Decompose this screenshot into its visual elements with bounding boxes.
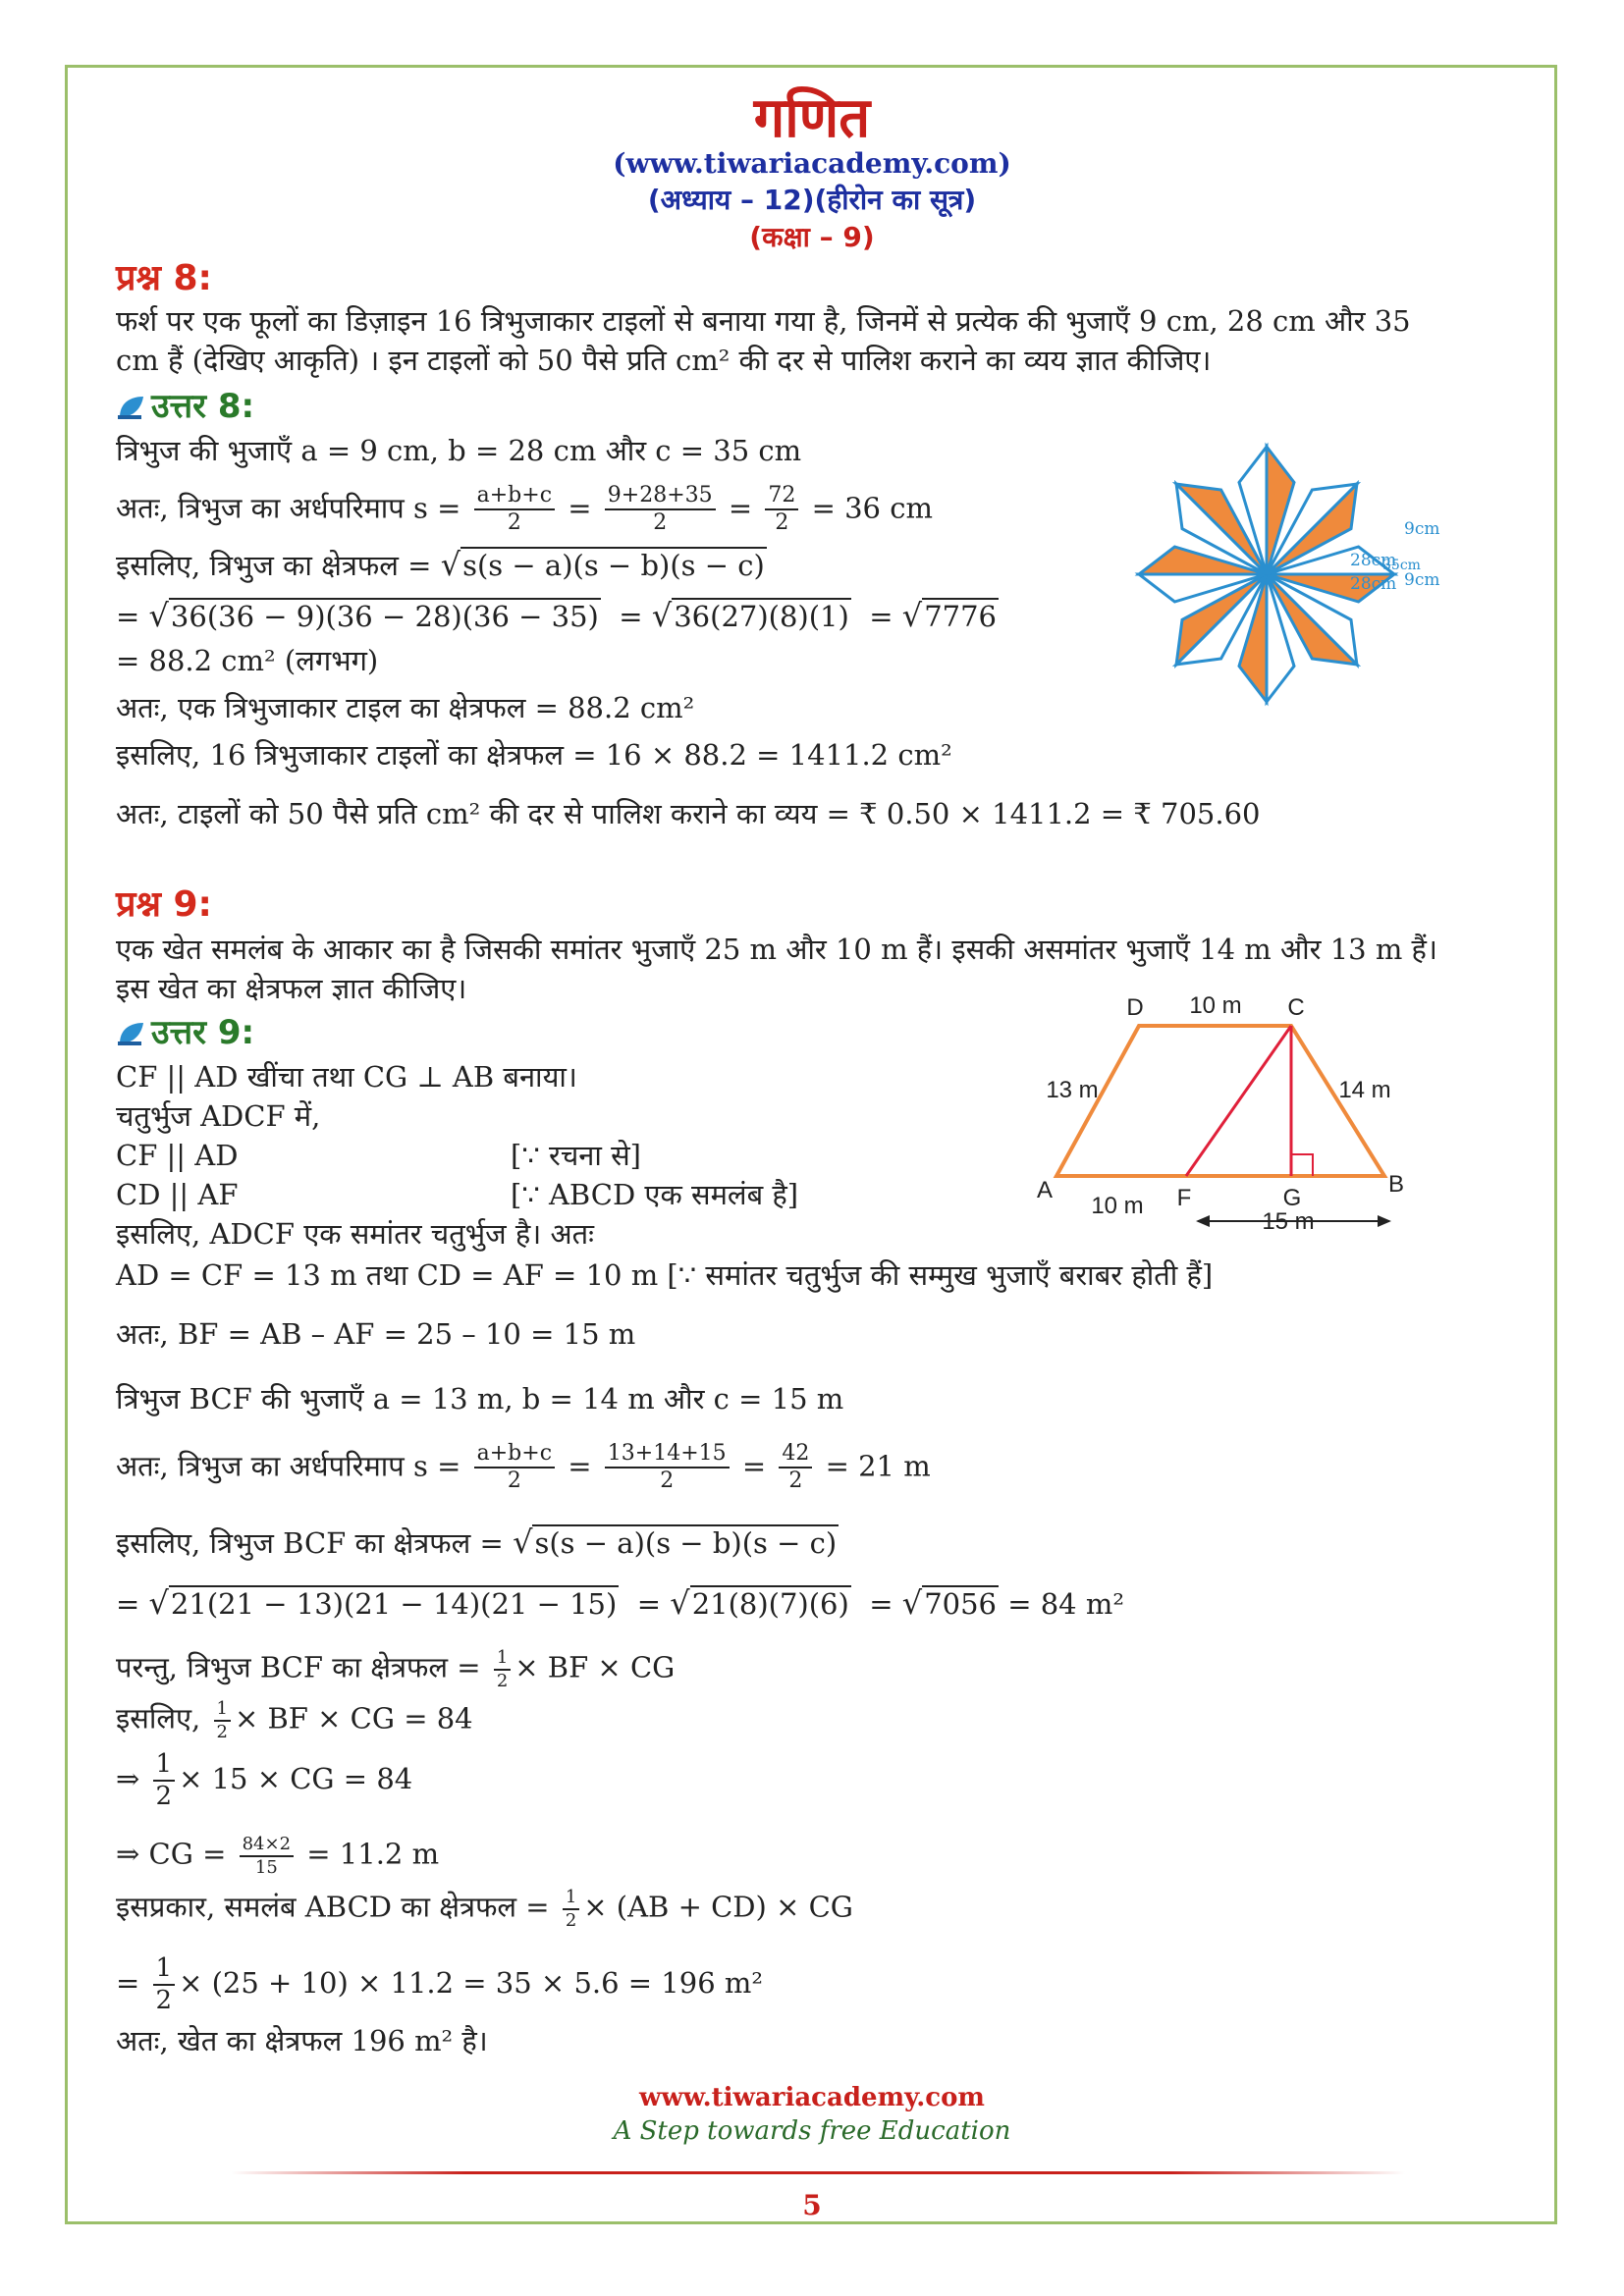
a8-sides: त्रिभुज की भुजाएँ a = 9 cm, b = 28 cm और c = 35 cm: [116, 434, 802, 467]
question-9-text-2: इस खेत का क्षेत्रफल ज्ञात कीजिए।: [116, 972, 467, 1005]
a8-sixteen-tiles: इसलिए, 16 त्रिभुजाकार टाइलों का क्षेत्रफल = 16 × 88.2 = 1411.2 cm²: [116, 738, 952, 772]
leaf-logo-icon: [116, 1020, 145, 1047]
a8-semi-result: = 36 cm: [811, 491, 933, 525]
a9-half-2: $\frac{1}{2}$: [214, 1698, 231, 1742]
a9-therefore: [116, 1698, 473, 1742]
a9-final-prefix: =: [116, 1966, 140, 2001]
a9-frac-3: $\frac{42}{2}$: [779, 1441, 812, 1495]
vertex-c-label: C: [1287, 994, 1305, 1021]
fig8-label-28cm-top: 28cm: [1350, 551, 1397, 570]
a9-quadrilateral: चतुर्भुज ADCF में,: [116, 1099, 321, 1133]
a9-half-4: $\frac{1}{2}$: [563, 1887, 579, 1931]
fig8-label-28cm-bottom: 28cm: [1350, 574, 1397, 594]
a9-s1: CF || AD: [116, 1139, 239, 1172]
footer-website: www.tiwariacademy.com: [639, 2083, 985, 2112]
a8-area-formula: इसलिए, त्रिभुज का क्षेत्रफल = √s(s − a)(s − b)(s − c): [116, 546, 765, 583]
a9-parallelogram: इसलिए, ADCF एक समांतर चतुर्भुज है। अतः: [116, 1217, 595, 1251]
a9-but-area: [116, 1647, 675, 1691]
right-angle-mark: [1291, 1154, 1313, 1176]
a9-final-rest: × (25 + 10) × 11.2 = 35 × 5.6 = 196 m²: [179, 1966, 763, 2001]
side-dc-label: 10 m: [1189, 992, 1242, 1019]
vertex-b-label: B: [1387, 1171, 1405, 1198]
a9-calc-c: 7056: [924, 1587, 997, 1621]
a9-statement-1: [116, 1139, 642, 1173]
a9-calc-b: 21(8)(7)(6): [691, 1587, 849, 1621]
a9-semiperimeter: अतः, त्रिभुज का अर्धपरिमाप s = $\frac{a+b+c}{2}$ = $\frac{13+14+15}{2}$ = $\frac{42}{2}$ = 21 m: [116, 1441, 931, 1494]
a9-frac-1: $\frac{a+b+c}{2}$: [474, 1441, 555, 1495]
page-number: 5: [802, 2189, 822, 2221]
header-chapter: (अध्याय – 12)(हीरोन का सूत्र): [647, 184, 977, 216]
vertex-d-label: D: [1126, 994, 1144, 1021]
a9-half-1: $\frac{1}{2}$: [494, 1647, 511, 1691]
trapezium-figure: [1031, 982, 1424, 1247]
a9-statement-2: [116, 1178, 799, 1212]
a9-trapezium-area: [116, 1887, 853, 1931]
side-fb-label: 15 m: [1262, 1208, 1315, 1235]
answer-9-heading: [116, 1013, 254, 1053]
arrow-left-icon: [1196, 1215, 1210, 1227]
a9-trap-rest: × (AB + CD) × CG: [583, 1890, 853, 1924]
answer-8-heading: [116, 387, 254, 427]
a9-area-prefix: इसलिए, त्रिभुज BCF का क्षेत्रफल =: [116, 1526, 504, 1560]
a9-calc-result: = 84 m²: [1007, 1587, 1124, 1621]
a9-sides: त्रिभुज BCF की भुजाएँ a = 13 m, b = 14 m और c = 15 m: [116, 1382, 844, 1415]
question-9-label: प्रश्न 9:: [116, 884, 212, 925]
a9-calculation: = √21(21 − 13)(21 − 14)(21 − 15) = √21(8)(7)(6) = √7056 = 84 m²: [116, 1584, 1124, 1622]
header-class: (कक्षा – 9): [749, 221, 875, 253]
a8-frac-2: $\frac{9+28+35}{2}$: [605, 483, 716, 537]
a9-semi-result: = 21 m: [825, 1449, 931, 1483]
a9-final-calc: [116, 1953, 763, 2016]
leaf-logo-icon: [116, 394, 145, 421]
footer-tagline: A Step towards free Education: [613, 2116, 1011, 2146]
a9-calc-a: 21(21 − 13)(21 − 14)(21 − 15): [170, 1587, 618, 1621]
a9-equal-sides: AD = CF = 13 m तथा CD = AF = 10 m [∵ समांतर चतुर्भुज की सम्मुख भुजाएँ बराबर होती हैं]: [116, 1258, 1214, 1292]
a9-bfcg: × BF × CG: [514, 1650, 676, 1684]
answer-8-label: उत्तर 8:: [151, 387, 255, 426]
a9-cg: [116, 1834, 439, 1878]
a8-semi-prefix: अतः, त्रिभुज का अर्धपरिमाप s =: [116, 491, 461, 525]
a8-semiperimeter: अतः, त्रिभुज का अर्धपरिमाप s = $\frac{a+b+c}{2}$ = $\frac{9+28+35}{2}$ = $\frac{72}{2}$ = 36 cm: [116, 483, 933, 536]
flower-tiles-figure: [1119, 432, 1453, 726]
a9-cg-result: = 11.2 m: [306, 1837, 440, 1871]
a9-trap-prefix: इसप्रकार, समलंब ABCD का क्षेत्रफल =: [116, 1890, 550, 1924]
a9-implies-sign: ⇒: [116, 1762, 140, 1796]
a9-implies-rest: × 15 × CG = 84: [179, 1762, 413, 1796]
fig8-label-9cm-top: 9cm: [1404, 519, 1440, 539]
a9-cg-prefix: ⇒ CG =: [116, 1837, 227, 1871]
question-8-text-2: cm हैं (देखिए आकृति) । इन टाइलों को 50 पैसे प्रति cm² की दर से पालिश कराने का व्यय ज्ञात कीजिए।: [116, 344, 1212, 377]
question-9-text-1: एक खेत समलंब के आकार का है जिसकी समांतर भुजाएँ 25 m और 10 m हैं। इसकी असमांतर भुजाएँ 14 m और 13 m हैं।: [116, 933, 1437, 966]
side-cb-label: 14 m: [1338, 1077, 1391, 1103]
a8-calc-a: 36(36 − 9)(36 − 28)(36 − 35): [170, 600, 599, 633]
a8-frac-3: $\frac{72}{2}$: [765, 483, 798, 537]
a9-frac-2: $\frac{13+14+15}{2}$: [605, 1441, 730, 1495]
a9-cg-frac: $\frac{84\times 2}{15}$: [240, 1834, 294, 1878]
a9-heron: s(s − a)(s − b)(s − c): [534, 1526, 838, 1560]
a8-calc-b: 36(27)(8)(1): [674, 600, 849, 633]
a9-so-prefix: इसलिए,: [116, 1701, 201, 1735]
page-title: गणित: [753, 86, 871, 150]
a9-construction: CF || AD खींचा तथा CG ⊥ AB बनाया।: [116, 1060, 577, 1094]
fig8-label-35cm: 35cm: [1382, 558, 1421, 573]
arrow-right-icon: [1378, 1215, 1391, 1227]
side-ad-label: 13 m: [1046, 1077, 1099, 1103]
a9-conclusion: अतः, खेत का क्षेत्रफल 196 m² है।: [116, 2024, 488, 2057]
a9-but-prefix: परन्तु, त्रिभुज BCF का क्षेत्रफल =: [116, 1650, 481, 1684]
a9-area-formula: इसलिए, त्रिभुज BCF का क्षेत्रफल = √s(s − a)(s − b)(s − c): [116, 1523, 838, 1561]
a9-reason-1: [∵ रचना से]: [511, 1139, 642, 1172]
vertex-a-label: A: [1036, 1177, 1054, 1203]
a9-implies-1: [116, 1749, 412, 1812]
fig8-label-9cm-bottom: 9cm: [1404, 570, 1440, 590]
a9-reason-2: [∵ ABCD एक समलंब है]: [511, 1178, 799, 1211]
a8-calc-c: 7776: [924, 600, 997, 633]
a8-approx: = 88.2 cm² (लगभग): [116, 644, 379, 677]
a9-so-rest: × BF × CG = 84: [234, 1701, 473, 1735]
side-af-label: 10 m: [1091, 1193, 1144, 1219]
a8-cost: अतः, टाइलों को 50 पैसे प्रति cm² की दर से पालिश कराने का व्यय = ₹ 0.50 × 1411.2 = ₹ 705.60: [116, 797, 1261, 830]
a8-heron: s(s − a)(s − b)(s − c): [462, 549, 765, 582]
question-8-label: प्रश्न 8:: [116, 258, 212, 298]
a9-bf: अतः, BF = AB – AF = 25 – 10 = 15 m: [116, 1317, 636, 1351]
footer-rule: [231, 2171, 1405, 2174]
a9-half-5: $\frac{1}{2}$: [153, 1953, 176, 2016]
point-f-label: F: [1176, 1185, 1192, 1211]
a8-one-tile: अतः, एक त्रिभुजाकार टाइल का क्षेत्रफल = 88.2 cm²: [116, 691, 695, 724]
a8-calculation: = √36(36 − 9)(36 − 28)(36 − 35) = √36(27)(8)(1) = √7776: [116, 597, 997, 634]
a8-frac-1: $\frac{a+b+c}{2}$: [474, 483, 555, 537]
a9-s2: CD || AF: [116, 1178, 239, 1211]
point-g-label: G: [1282, 1185, 1302, 1211]
a9-half-3: $\frac{1}{2}$: [153, 1749, 176, 1812]
trapezium-abcd: [1056, 1026, 1384, 1176]
answer-9-label: उत्तर 9:: [151, 1013, 255, 1052]
a9-semi-prefix: अतः, त्रिभुज का अर्धपरिमाप s =: [116, 1449, 461, 1483]
header-website: (www.tiwariacademy.com): [613, 147, 1011, 180]
question-8-text-1: फर्श पर एक फूलों का डिज़ाइन 16 त्रिभुजाकार टाइलों से बनाया गया है, जिनमें से प्रत्येक की भुजाएँ 9 cm, 28 cm और 35: [116, 304, 1411, 338]
segment-cf: [1186, 1026, 1291, 1176]
a8-area-prefix: इसलिए, त्रिभुज का क्षेत्रफल =: [116, 549, 432, 582]
